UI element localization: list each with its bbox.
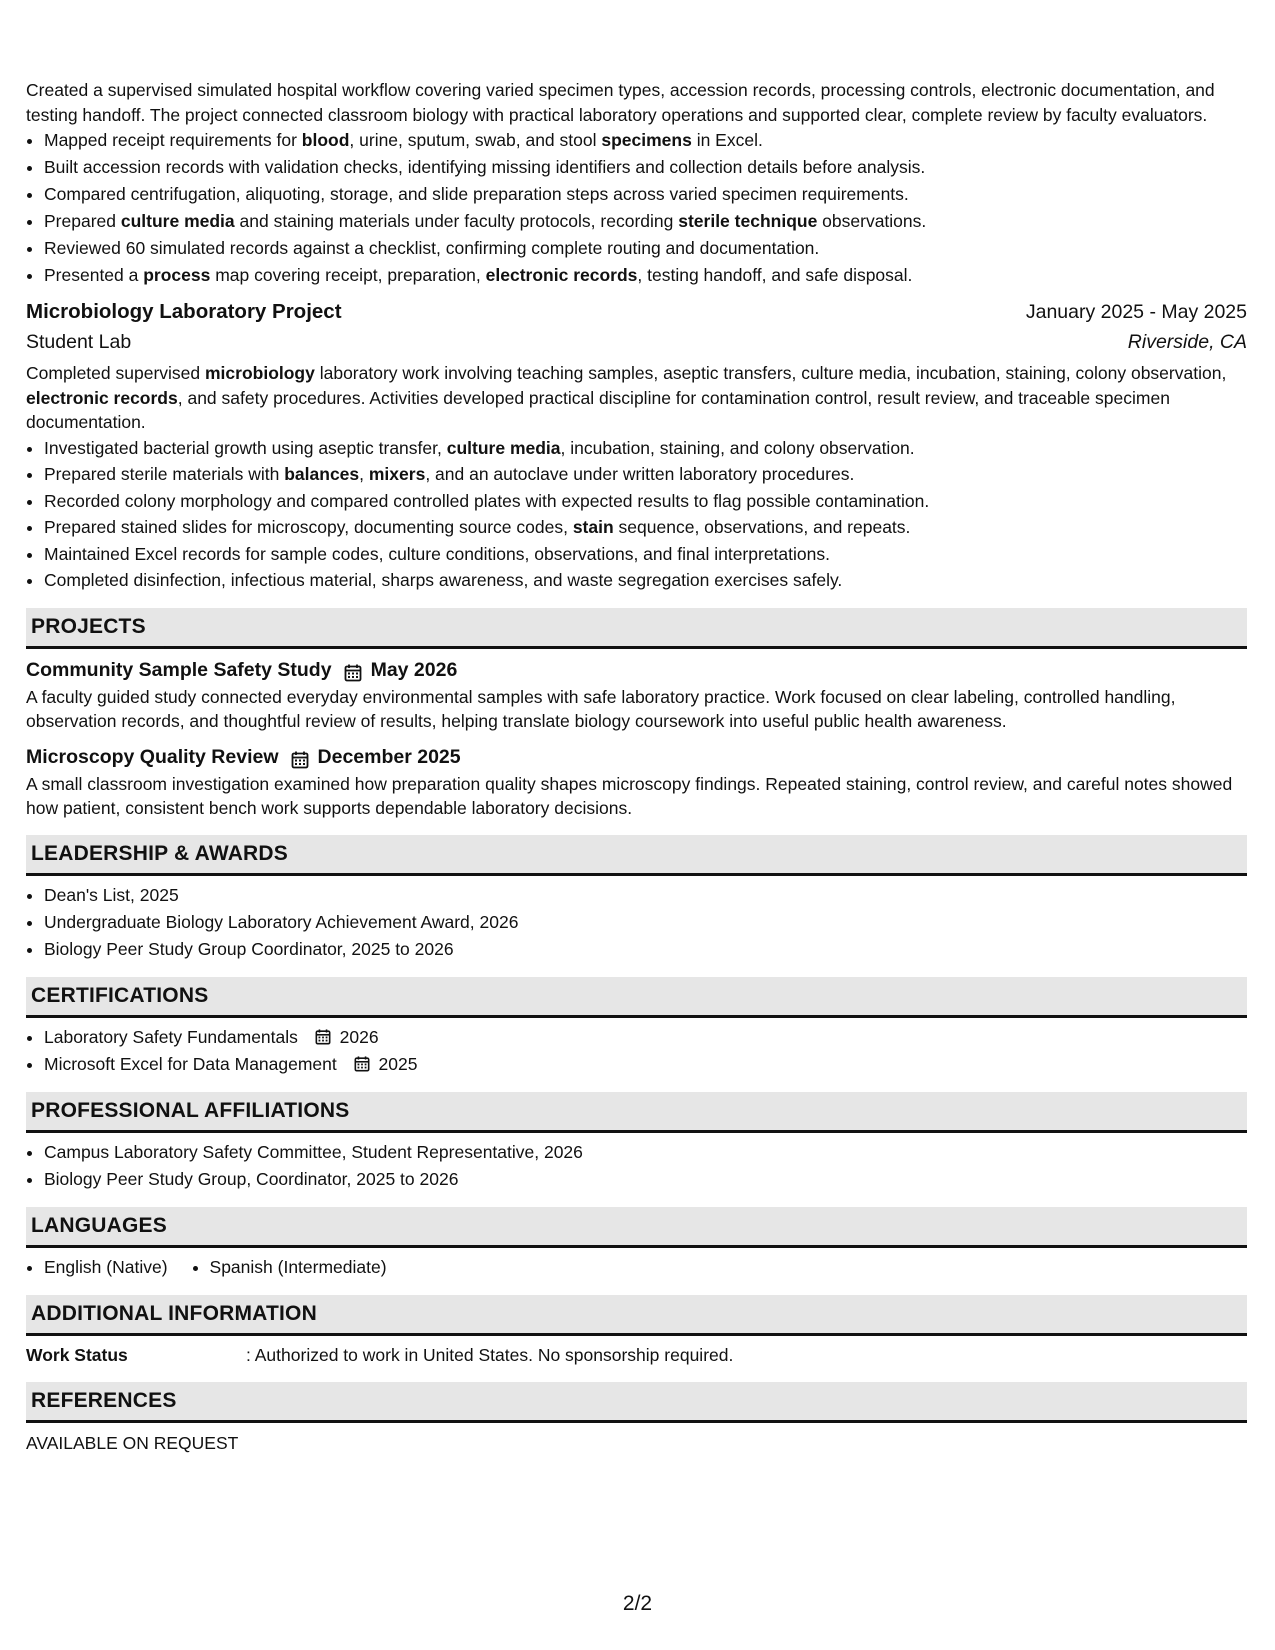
bullet-item (44, 154, 1247, 181)
text-segment: , incubation, staining, and colony observation. (560, 437, 915, 458)
experience-location: Riverside, CA (1127, 331, 1247, 353)
bold-keyword: sterile technique (678, 211, 818, 231)
references-text: AVAILABLE ON REQUEST (26, 1432, 239, 1453)
languages-list (26, 1254, 1247, 1281)
bold-keyword: balances (284, 464, 360, 484)
certifications-list (26, 1024, 1247, 1078)
bold-keyword: stain (572, 517, 614, 537)
list-item: • Biology Peer Study Group Coordinator, 2025 to 2026 (44, 936, 1247, 963)
project-description: A faculty guided study connected everyday environmental samples with safe laboratory practice. Work focused on clear labeling, controlled handling, observation records, and thoughtful review of results, helping translate biology coursework into useful public health awareness. (26, 686, 1176, 731)
project-description: A small classroom investigation examined how preparation quality shapes microscopy findings. Repeated staining, control review, and careful notes showed how patient, consistent bench work supports dependable laboratory decisions. (26, 773, 1233, 818)
experience-bullets (26, 435, 1247, 594)
certification-name: Laboratory Safety Fundamentals (44, 1026, 298, 1047)
text-segment: Presented a (44, 265, 144, 285)
bold-keyword: mixers (368, 464, 426, 484)
experience-title: Microbiology Laboratory Project (26, 300, 342, 323)
experience-organization: Student Lab (26, 331, 132, 353)
bullet-item (44, 514, 1247, 541)
bullet-item (44, 181, 1247, 208)
text-segment: Maintained Excel records for sample codes, culture conditions, observations, and final interpretations. (44, 543, 830, 564)
calendar-icon (344, 661, 362, 679)
bold-keyword: electronic records (485, 265, 638, 285)
section-header-certifications: CERTIFICATIONS (26, 977, 1247, 1018)
section-header-leadership: LEADERSHIP & AWARDS (26, 835, 1247, 876)
bold-keyword: culture media (120, 211, 235, 231)
list-item (44, 1051, 1247, 1078)
calendar-icon (354, 1053, 370, 1069)
work-status-value: : Authorized to work in United States. No sponsorship required. (246, 1344, 734, 1365)
resume-page (26, 78, 1247, 1455)
experience-subheader (26, 327, 1247, 357)
calendar-icon (315, 1026, 331, 1042)
bullet-item (44, 567, 1247, 594)
experience-bullets (26, 127, 1247, 289)
section-header-references: REFERENCES (26, 1382, 1247, 1423)
calendar-icon (291, 748, 309, 766)
project-header (26, 742, 1247, 772)
text-segment: Built accession records with validation checks, identifying missing identifiers and collection details before analysis. (44, 157, 926, 177)
text-segment: , testing handoff, and safe disposal. (637, 265, 913, 285)
bold-keyword: microbiology (204, 363, 315, 383)
bullet-item (44, 127, 1247, 154)
bold-keyword: culture media (446, 437, 561, 458)
text-segment: map covering receipt, preparation, (210, 265, 486, 285)
experience-header (26, 297, 1247, 327)
work-status-row (26, 1342, 1247, 1368)
bullet-item (44, 262, 1247, 289)
text-segment: Reviewed 60 simulated records against a checklist, confirming complete routing and documentation. (44, 238, 820, 258)
project-header (26, 655, 1247, 685)
text-segment: Prepared stained slides for microscopy, documenting source codes, (44, 517, 573, 537)
text-segment: in Excel. (691, 130, 763, 150)
section-header-additional-information: ADDITIONAL INFORMATION (26, 1295, 1247, 1336)
text-segment: sequence, observations, and repeats. (613, 517, 911, 537)
bold-keyword: electronic records (26, 387, 178, 408)
text-segment: Completed disinfection, infectious material, sharps awareness, and waste segregation exercises safely. (44, 570, 843, 590)
language-item: Spanish (Intermediate) (209, 1256, 387, 1277)
list-item: • Dean's List, 2025 (44, 882, 1247, 909)
text-segment: Mapped receipt requirements for (44, 130, 302, 150)
certification-year: 2025 (378, 1053, 418, 1074)
experience-description (26, 361, 1247, 435)
text-segment: , urine, sputum, swab, and stool (349, 130, 602, 150)
list-item (44, 1024, 1247, 1051)
section-header-languages: LANGUAGES (26, 1207, 1247, 1248)
text-segment: , and safety procedures. Activities developed practical discipline for contamination control, result review, and traceable specimen documentation. (26, 387, 1170, 432)
text-segment: Prepared (44, 211, 121, 231)
text-segment: Completed supervised (26, 363, 205, 383)
project-title: Microscopy Quality Review (26, 745, 279, 768)
page-number: 2/2 (622, 1592, 653, 1615)
text-segment: and staining materials under faculty protocols, recording (234, 211, 679, 231)
bullet-item (44, 541, 1247, 568)
project-date: May 2026 (370, 658, 458, 681)
project-item (26, 742, 1247, 821)
text-segment: Prepared sterile materials with (44, 464, 285, 484)
list-item: • Biology Peer Study Group, Coordinator, 2025 to 2026 (44, 1166, 1247, 1193)
experience-dates: January 2025 - May 2025 (1025, 301, 1247, 323)
text-segment: Compared centrifugation, aliquoting, storage, and slide preparation steps across varied specimen requirements. (44, 184, 909, 204)
bold-keyword: blood (301, 130, 350, 150)
language-item: English (Native) (44, 1256, 168, 1277)
bullet-item (44, 235, 1247, 262)
text-segment: observations. (817, 211, 927, 231)
bold-keyword: process (143, 265, 211, 285)
certification-name: Microsoft Excel for Data Management (44, 1053, 337, 1074)
project-date: December 2025 (317, 745, 461, 768)
project-title: Community Sample Safety Study (26, 658, 332, 681)
text-segment: Investigated bacterial growth using aseptic transfer, (44, 437, 447, 458)
text-segment: , (359, 464, 369, 484)
bullet-item (44, 488, 1247, 515)
bold-keyword: specimens (601, 130, 692, 150)
project-item (26, 655, 1247, 734)
text-segment: , and an autoclave under written laboratory procedures. (425, 464, 855, 484)
text-segment: laboratory work involving teaching samples, aseptic transfers, culture media, incubation, staining, colony observation, (314, 363, 1227, 383)
text-segment: Recorded colony morphology and compared controlled plates with expected results to flag possible contamination. (44, 490, 930, 511)
bullet-item (44, 461, 1247, 488)
certification-year: 2026 (339, 1026, 379, 1047)
work-status-label: Work Status (26, 1344, 128, 1365)
experience-summary: Created a supervised simulated hospital workflow covering varied specimen types, accession records, processing controls, electronic documentation, and testing handoff. The project connected classroom biology with practical laboratory operations and supported clear, complete review by faculty evaluators. (26, 80, 1215, 125)
section-header-projects: PROJECTS (26, 608, 1247, 649)
bullet-item (44, 435, 1247, 462)
bullet-item (44, 208, 1247, 235)
affiliations-list (26, 1139, 1247, 1193)
section-header-affiliations: PROFESSIONAL AFFILIATIONS (26, 1092, 1247, 1133)
list-item: • Undergraduate Biology Laboratory Achievement Award, 2026 (44, 909, 1247, 936)
leadership-list (26, 882, 1247, 963)
list-item: • Campus Laboratory Safety Committee, Student Representative, 2026 (44, 1139, 1247, 1166)
